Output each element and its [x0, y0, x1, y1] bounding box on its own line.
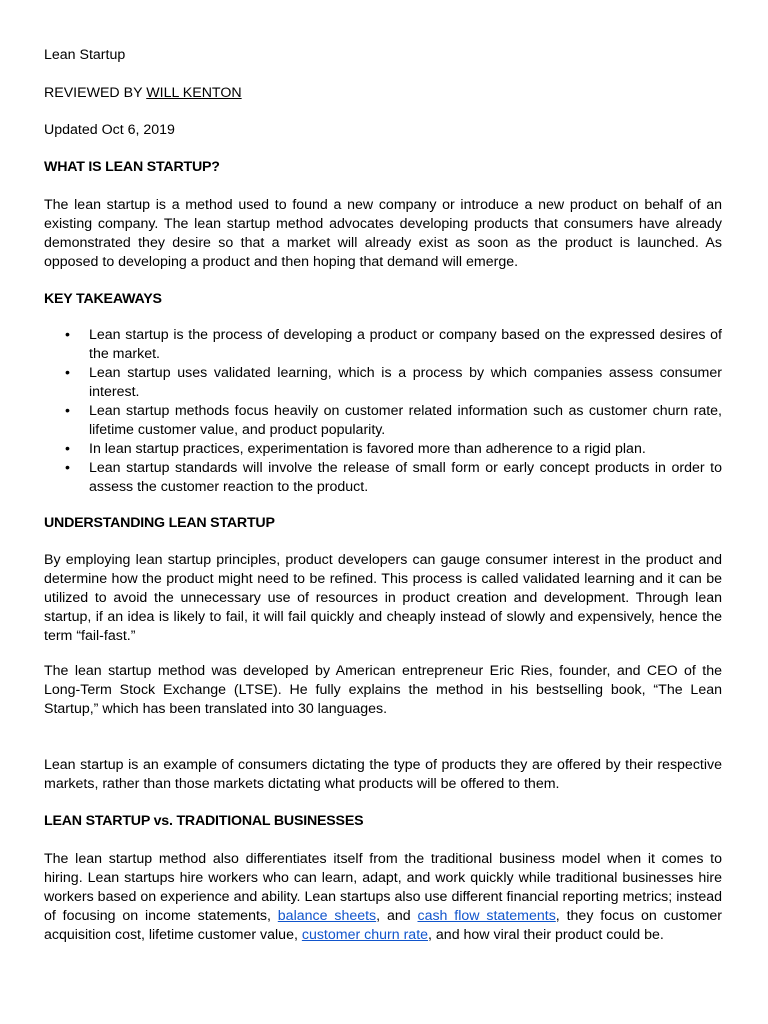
section-heading-what-is: WHAT IS LEAN STARTUP?	[44, 159, 220, 175]
paragraph-consumer-dictation: Lean startup is an example of consumers dictating the type of products they are offered by their respective markets, rather than those markets dictating what products will be offered to them.	[44, 757, 722, 792]
reviewed-by-label: REVIEWED BY	[44, 85, 147, 101]
paragraph-text: , and how viral their product could be.	[428, 927, 664, 943]
bullet-icon: •	[65, 460, 70, 476]
bullet-icon: •	[65, 327, 70, 343]
list-item	[44, 364, 722, 402]
paragraph-text: , they focus on customer acquisition cost, lifetime customer value,	[44, 908, 723, 943]
bullet-icon: •	[65, 403, 70, 419]
updated-date: Updated Oct 6, 2019	[44, 122, 175, 138]
section-heading-key-takeaways: KEY TAKEAWAYS	[44, 291, 162, 307]
section-heading-vs-traditional: LEAN STARTUP vs. TRADITIONAL BUSINESSES	[44, 813, 364, 829]
balance-sheets-link[interactable]: balance sheets	[277, 908, 377, 924]
paragraph-traditional-businesses	[44, 850, 722, 945]
paragraph-eric-ries: The lean startup method was developed by American entrepreneur Eric Ries, founder, and CEO of the Long-Term Stock Exchange (LTSE). He fully explains the method in his bestselling book, “The Lean Startup,” which has been translated into 30 languages.	[44, 663, 722, 717]
list-item	[44, 326, 722, 364]
cash-flow-statements-link[interactable]: cash flow statements	[417, 908, 556, 924]
reviewed-by-line	[44, 84, 242, 103]
list-item	[44, 402, 722, 440]
list-item	[44, 459, 722, 497]
list-item-text: Lean startup methods focus heavily on customer related information such as customer churn rate, lifetime customer value, and product popularity.	[89, 403, 722, 438]
list-item-text: Lean startup standards will involve the release of small form or early concept products in order to assess the customer reaction to the product.	[89, 460, 722, 495]
bullet-icon: •	[65, 441, 70, 457]
key-takeaways-list	[44, 326, 722, 497]
list-item	[44, 440, 722, 459]
paragraph-definition: The lean startup is a method used to found a new company or introduce a new product on behalf of an existing company. The lean startup method advocates developing products that consumers have already demonstrated they desire so that a market will already exist as soon as the product is launched. As opposed to developing a product and then hoping that demand will emerge.	[44, 197, 722, 270]
list-item-text: Lean startup is the process of developing a product or company based on the expressed desires of the market.	[89, 327, 722, 362]
reviewer-name: WILL KENTON	[146, 85, 242, 101]
list-item-text: Lean startup uses validated learning, which is a process by which companies assess consumer interest.	[89, 365, 722, 400]
paragraph-text: The lean startup method also differentiates itself from the traditional business model when it comes to hiring. Lean startups hire workers who can learn, adapt, and work quickly while traditional businesses hire workers based on experience and ability. Lean startups also use different financial reporting metrics; instead of focusing on income statements,	[44, 851, 722, 924]
section-heading-understanding: UNDERSTANDING LEAN STARTUP	[44, 515, 275, 531]
bullet-icon: •	[65, 365, 70, 381]
paragraph-text: , and	[376, 908, 418, 924]
document-title: Lean Startup	[44, 47, 126, 63]
paragraph-validated-learning: By employing lean startup principles, product developers can gauge consumer interest in the product and determine how the product might need to be refined. This process is called validated learning and it can be utilized to avoid the unnecessary use of resources in product creation and development. Through lean startup, if an idea is likely to fail, it will fail quickly and cheaply instead of slowly and expensively, hence the term “fail-fast.”	[44, 552, 722, 644]
customer-churn-rate-link[interactable]: customer churn rate	[301, 927, 429, 943]
list-item-text: In lean startup practices, experimentation is favored more than adherence to a rigid plan.	[89, 441, 646, 457]
